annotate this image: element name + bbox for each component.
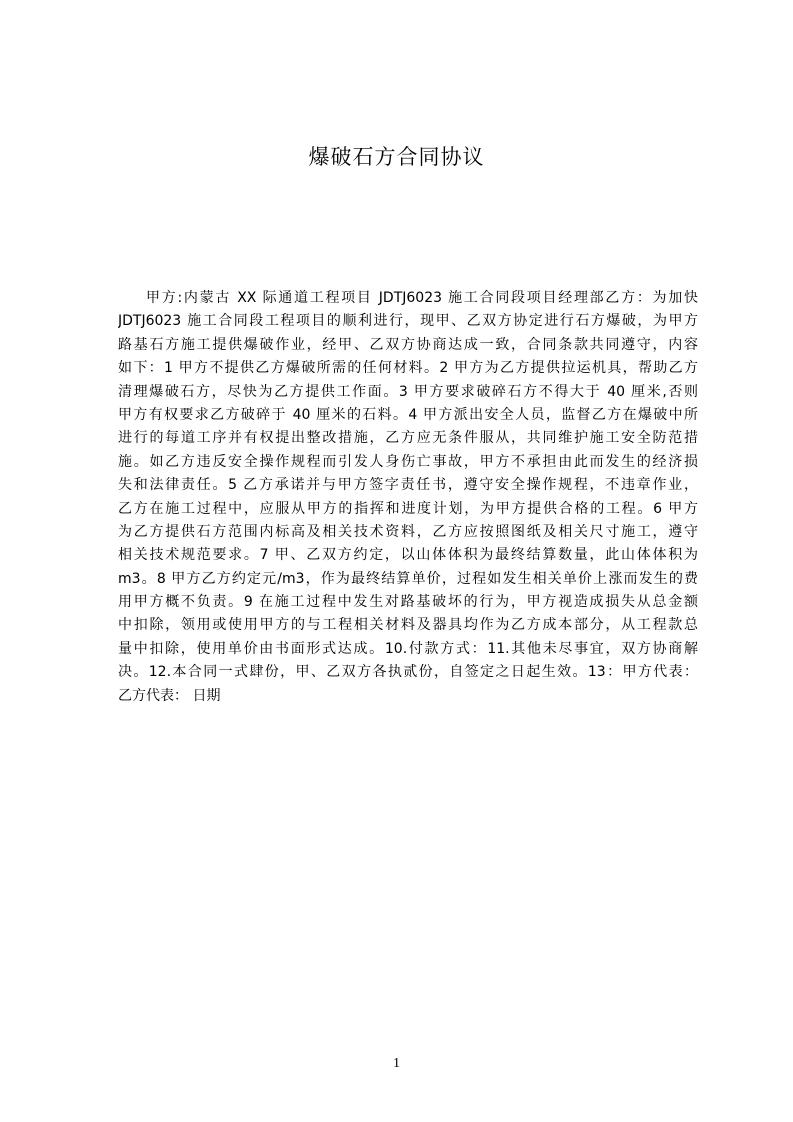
body-line: 乙方代表： 日期: [118, 687, 221, 704]
body-line: 路基石方施工提供爆破作业，经甲、乙双方协商达成一致，合同条款共同遵守，内容: [118, 336, 698, 353]
body-line: 决。12.本合同一式肆份，甲、乙双方各执贰份，自签定之日起生效。13：甲方代表：: [118, 664, 698, 681]
body-line: 用甲方概不负责。9 在施工过程中发生对路基破坏的行为，甲方视造成损失从总金额: [118, 594, 698, 611]
body-line: 如下：1 甲方不提供乙方爆破所需的任何材料。2 甲方为乙方提供拉运机具，帮助乙方: [118, 360, 698, 377]
body-line: 为乙方提供石方范围内标高及相关技术资料，乙方应按照图纸及相关尺寸施工，遵守: [118, 523, 698, 540]
body-line: 中扣除，领用或使用甲方的与工程相关材料及器具均作为乙方成本部分，从工程款总: [118, 617, 698, 634]
body-line: 乙方在施工过程中，应服从甲方的指挥和进度计划，为甲方提供合格的工程。6 甲方: [118, 500, 698, 517]
body-line: 量中扣除，使用单价由书面形式达成。10.付款方式：11.其他未尽事宜，双方协商解: [118, 640, 698, 657]
body-line: JDTJ6023 施工合同段工程项目的顺利进行，现甲、乙双方协定进行石方爆破，为甲方: [118, 313, 698, 330]
body-line: 失和法律责任。5 乙方承诺并与甲方签字责任书，遵守安全操作规程，不违章作业，: [118, 477, 698, 494]
page-number: 1: [393, 1056, 400, 1071]
document-title: 爆破石方合同协议: [308, 145, 485, 169]
body-line: 甲方:内蒙古 XX 际通道工程项目 JDTJ6023 施工合同段项目经理部乙方：为加快: [146, 290, 698, 306]
body-line: 甲方有权要求乙方破碎于 40 厘米的石料。4 甲方派出安全人员，监督乙方在爆破中所: [118, 406, 698, 423]
body-line: 相关技术规范要求。7 甲、乙双方约定，以山体体积为最终结算数量，此山体体积为: [118, 547, 698, 564]
document-body: [118, 287, 698, 708]
body-line: 清理爆破石方，尽快为乙方提供工作面。3 甲方要求破碎石方不得大于 40 厘米,否则: [118, 383, 698, 400]
body-line: m3。8 甲方乙方约定元/m3，作为最终结算单价，过程如发生相关单价上涨而发生的费: [118, 570, 698, 587]
body-line: 进行的每道工序并有权提出整改措施，乙方应无条件服从，共同维护施工安全防范措: [118, 430, 698, 447]
body-line: 施。如乙方违反安全操作规程而引发人身伤亡事故，甲方不承担由此而发生的经济损: [118, 453, 698, 470]
